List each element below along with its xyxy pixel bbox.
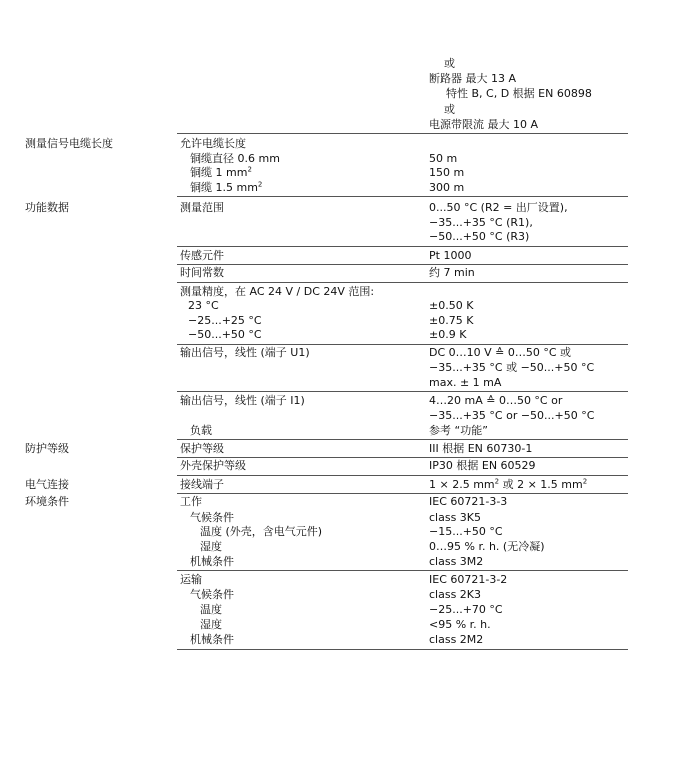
row-value: 0...50 °C (R2 = 出厂设置),	[429, 201, 568, 214]
row-label: 输出信号，线性 (端子 U1)	[180, 346, 310, 359]
row-value: class 3K5	[429, 511, 482, 524]
row-value: 300 m	[429, 181, 465, 194]
row-label: 湿度	[200, 618, 222, 631]
row-value: −35...+35 °C or −50...+50 °C	[429, 409, 595, 422]
row-label: 接线端子	[180, 478, 224, 491]
row-value: <95 % r. h.	[429, 618, 491, 631]
row-value: IEC 60721-3-3	[429, 495, 508, 508]
row-value: 0…95 % r. h. (无冷凝)	[429, 540, 545, 553]
row-label: −25...+25 °C	[188, 314, 262, 327]
row-value: class 2M2	[429, 633, 484, 646]
row-value: max. ± 1 mA	[429, 376, 502, 389]
row-value: IP30 根据 EN 60529	[429, 459, 536, 472]
row-value: 1 × 2.5 $mm^2$ 或 2 × 1.5 $mm^2$	[429, 477, 588, 491]
row-value: IEC 60721-3-2	[429, 573, 508, 586]
row-divider	[177, 439, 628, 440]
row-value: ±0.9 K	[429, 328, 467, 341]
or-text: 或	[444, 57, 455, 70]
row-value: 50 m	[429, 152, 458, 165]
row-divider	[177, 344, 628, 345]
row-value: 150 m	[429, 166, 465, 179]
row-label: 负载	[190, 424, 212, 437]
row-value: 参考 “功能”	[429, 424, 488, 437]
row-label: 外壳保护等级	[180, 459, 246, 472]
row-divider	[177, 493, 628, 494]
row-divider	[177, 475, 628, 476]
row-divider	[177, 133, 628, 134]
row-label: 运输	[180, 573, 202, 586]
row-label: 时间常数	[180, 266, 224, 279]
row-value: −35...+35 °C 或 −50...+50 °C	[429, 361, 595, 374]
row-label: 传感元件	[180, 249, 224, 262]
row-label: 测量精度，在 AC 24 V / DC 24V 范围:	[180, 285, 375, 298]
section-heading: 测量信号电缆长度	[25, 137, 113, 150]
row-label: 铜缆 1 $mm^2$	[190, 165, 252, 179]
row-value: 4…20 mA ≙ 0…50 °C or	[429, 394, 563, 407]
row-value: class 2K3	[429, 588, 482, 601]
row-label: 气候条件	[190, 511, 234, 524]
breaker-characteristic: 特性 B, C, D 根据 EN 60898	[446, 87, 592, 100]
row-value: −50...+50 °C (R3)	[429, 230, 530, 243]
row-label: 保护等级	[180, 442, 224, 455]
row-divider	[177, 264, 628, 265]
row-divider	[177, 196, 628, 197]
row-value: −15...+50 °C	[429, 525, 503, 538]
row-label: 铜缆 1.5 $mm^2$	[190, 180, 263, 194]
row-label: 气候条件	[190, 588, 234, 601]
row-value: Pt 1000	[429, 249, 472, 262]
row-label: −50...+50 °C	[188, 328, 262, 341]
section-heading: 功能数据	[25, 201, 69, 214]
row-label: 湿度	[200, 540, 222, 553]
row-divider	[177, 391, 628, 392]
breaker-spec: 断路器 最大 13 A	[429, 72, 517, 85]
row-value: DC 0…10 V ≙ 0…50 °C 或	[429, 346, 572, 359]
row-value: class 3M2	[429, 555, 484, 568]
section-heading: 环境条件	[25, 495, 69, 508]
section-heading: 防护等级	[25, 442, 69, 455]
row-label: 23 °C	[188, 299, 219, 312]
row-value: −25...+70 °C	[429, 603, 503, 616]
row-divider	[177, 649, 628, 650]
row-divider	[177, 457, 628, 458]
row-value: ±0.50 K	[429, 299, 474, 312]
row-divider	[177, 246, 628, 247]
row-label: 允许电缆长度	[180, 137, 246, 150]
row-value: III 根据 EN 60730-1	[429, 442, 533, 455]
row-value: ±0.75 K	[429, 314, 474, 327]
or-text: 或	[444, 103, 455, 116]
row-divider	[177, 282, 628, 283]
row-label: 输出信号，线性 (端子 I1)	[180, 394, 305, 407]
row-label: 机械条件	[190, 555, 234, 568]
row-label: 工作	[180, 495, 202, 508]
current-limited-supply: 电源带限流 最大 10 A	[429, 118, 539, 131]
section-heading: 电气连接	[25, 478, 69, 491]
row-value: 约 7 min	[429, 266, 475, 279]
row-label: 温度 (外壳，含电气元件)	[200, 525, 323, 538]
row-label: 温度	[200, 603, 222, 616]
row-label: 机械条件	[190, 633, 234, 646]
row-divider	[177, 570, 628, 571]
row-value: −35...+35 °C (R1),	[429, 216, 533, 229]
row-label: 测量范围	[180, 201, 224, 214]
row-label: 铜缆直径 0.6 mm	[190, 152, 280, 165]
